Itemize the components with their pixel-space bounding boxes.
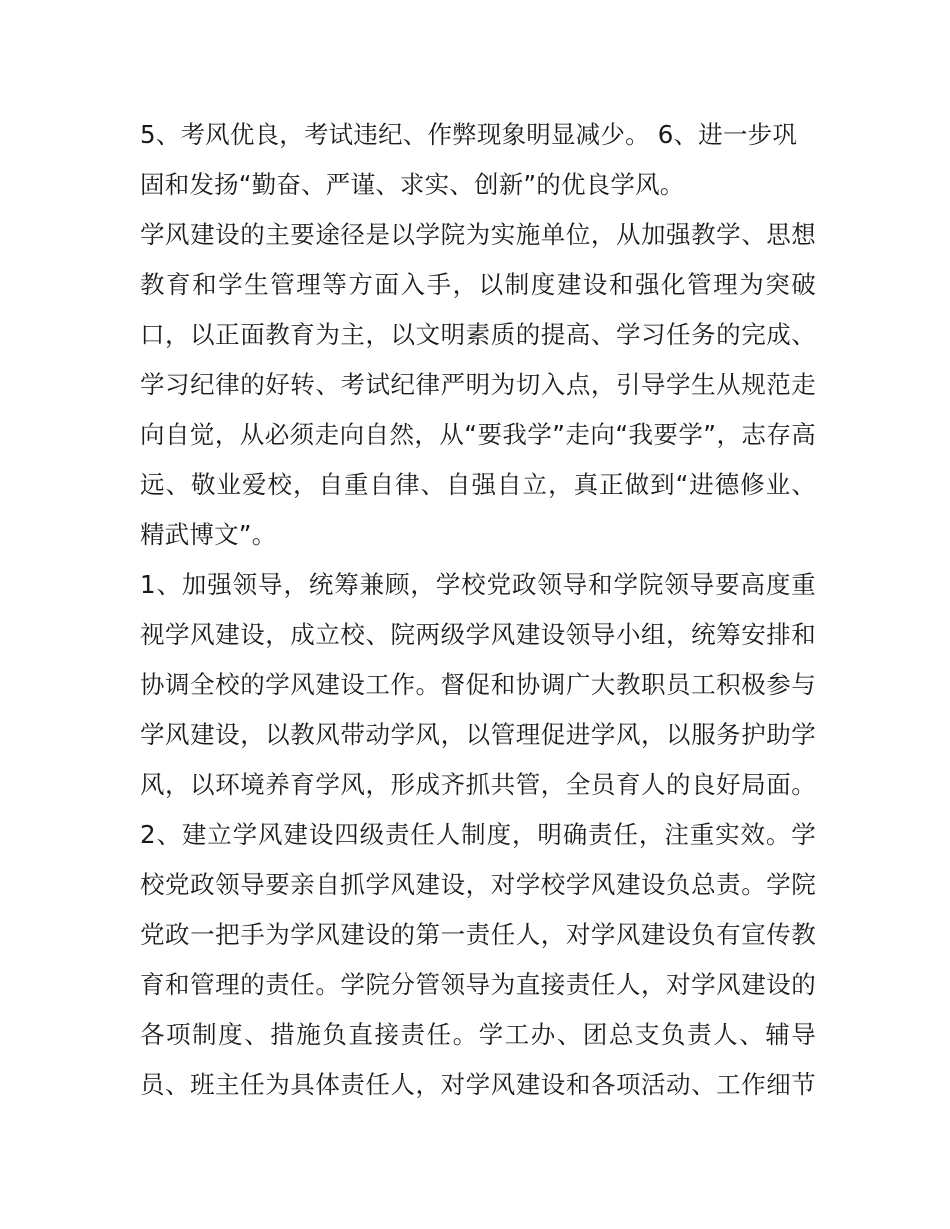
text-line: 精武博文”。	[140, 520, 277, 549]
text-line: 学风建设，以教风带动学风，以管理促进学风，以服务护助学	[140, 720, 816, 749]
text-line: 党政一把手为学风建设的第一责任人，对学风建设负有宣传教	[140, 920, 816, 949]
text-line: 协调全校的学风建设工作。督促和协调广大教职员工积极参与	[140, 670, 816, 699]
text-line: 风，以环境养育学风，形成齐抓共管，全员育人的良好局面。	[140, 770, 816, 799]
text-line: 远、敬业爱校，自重自律、自强自立，真正做到“进德修业、	[140, 470, 816, 499]
text-line: 2、建立学风建设四级责任人制度，明确责任，注重实效。学	[140, 820, 816, 849]
text-line: 育和管理的责任。学院分管领导为直接责任人，对学风建设的	[140, 970, 816, 999]
text-line: 视学风建设，成立校、院两级学风建设领导小组，统筹安排和	[140, 620, 816, 649]
text-line: 学风建设的主要途径是以学院为实施单位，从加强教学、思想	[140, 220, 816, 249]
text-line: 员、班主任为具体责任人，对学风建设和各项活动、工作细节	[140, 1070, 816, 1099]
text-line: 各项制度、措施负直接责任。学工办、团总支负责人、辅导	[140, 1020, 816, 1049]
text-line: 校党政领导要亲自抓学风建设，对学校学风建设负总责。学院	[140, 870, 816, 899]
text-line: 5、考风优良，考试违纪、作弊现象明显减少。 6、进一步巩	[140, 120, 798, 149]
document-body	[140, 110, 816, 1110]
text-line: 固和发扬“勤奋、严谨、求实、创新”的优良学风。	[140, 170, 685, 199]
text-line: 教育和学生管理等方面入手，以制度建设和强化管理为突破	[140, 270, 816, 299]
text-line: 学习纪律的好转、考试纪律严明为切入点，引导学生从规范走	[140, 370, 816, 399]
text-line: 向自觉，从必须走向自然，从“要我学”走向“我要学”，志存高	[140, 420, 816, 449]
text-line: 1、加强领导，统筹兼顾，学校党政领导和学院领导要高度重	[140, 570, 816, 599]
text-line: 口，以正面教育为主，以文明素质的提高、学习任务的完成、	[140, 320, 816, 349]
